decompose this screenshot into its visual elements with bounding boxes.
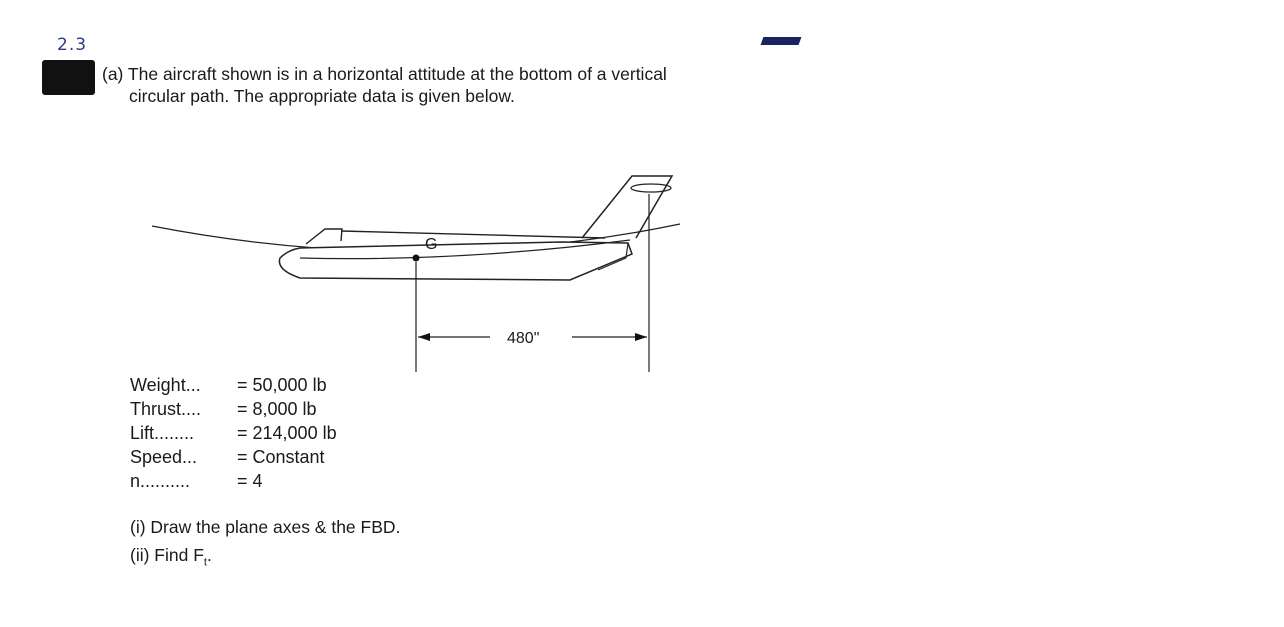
arrowhead-right [635, 333, 647, 341]
question-1: (i) Draw the plane axes & the FBD. [130, 517, 401, 537]
data-label-weight: Weight... [130, 375, 201, 395]
data-label-n: n.......... [130, 471, 191, 491]
question-2 [130, 545, 212, 569]
intro-line-1: (a) The aircraft shown is in a horizontal attitude at the bottom of a vertical [102, 64, 667, 84]
intro-line-2: circular path. The appropriate data is given below. [129, 86, 515, 106]
problem-number: 2.3 [57, 35, 88, 55]
cg-label: G [425, 236, 438, 253]
arrowhead-left [418, 333, 430, 341]
fuselage [279, 242, 632, 280]
data-label-speed: Speed... [130, 447, 198, 467]
data-value-weight: = 50,000 lb [237, 375, 327, 395]
canopy [306, 229, 342, 244]
data-value-thrust: = 8,000 lb [237, 399, 317, 419]
data-value-speed: = Constant [237, 447, 325, 467]
question-2-end: . [206, 545, 212, 565]
data-value-n: = 4 [237, 471, 263, 491]
question-2-text: (ii) Find F [130, 545, 204, 565]
fuselage-top [341, 231, 605, 238]
data-value-lift: = 214,000 lb [237, 423, 337, 443]
cg-dot [413, 255, 420, 262]
question-2-subscript: t [203, 556, 207, 569]
data-label-lift: Lift........ [130, 423, 195, 443]
data-label-thrust: Thrust.... [130, 399, 202, 419]
dimension-label: 480" [507, 330, 540, 347]
